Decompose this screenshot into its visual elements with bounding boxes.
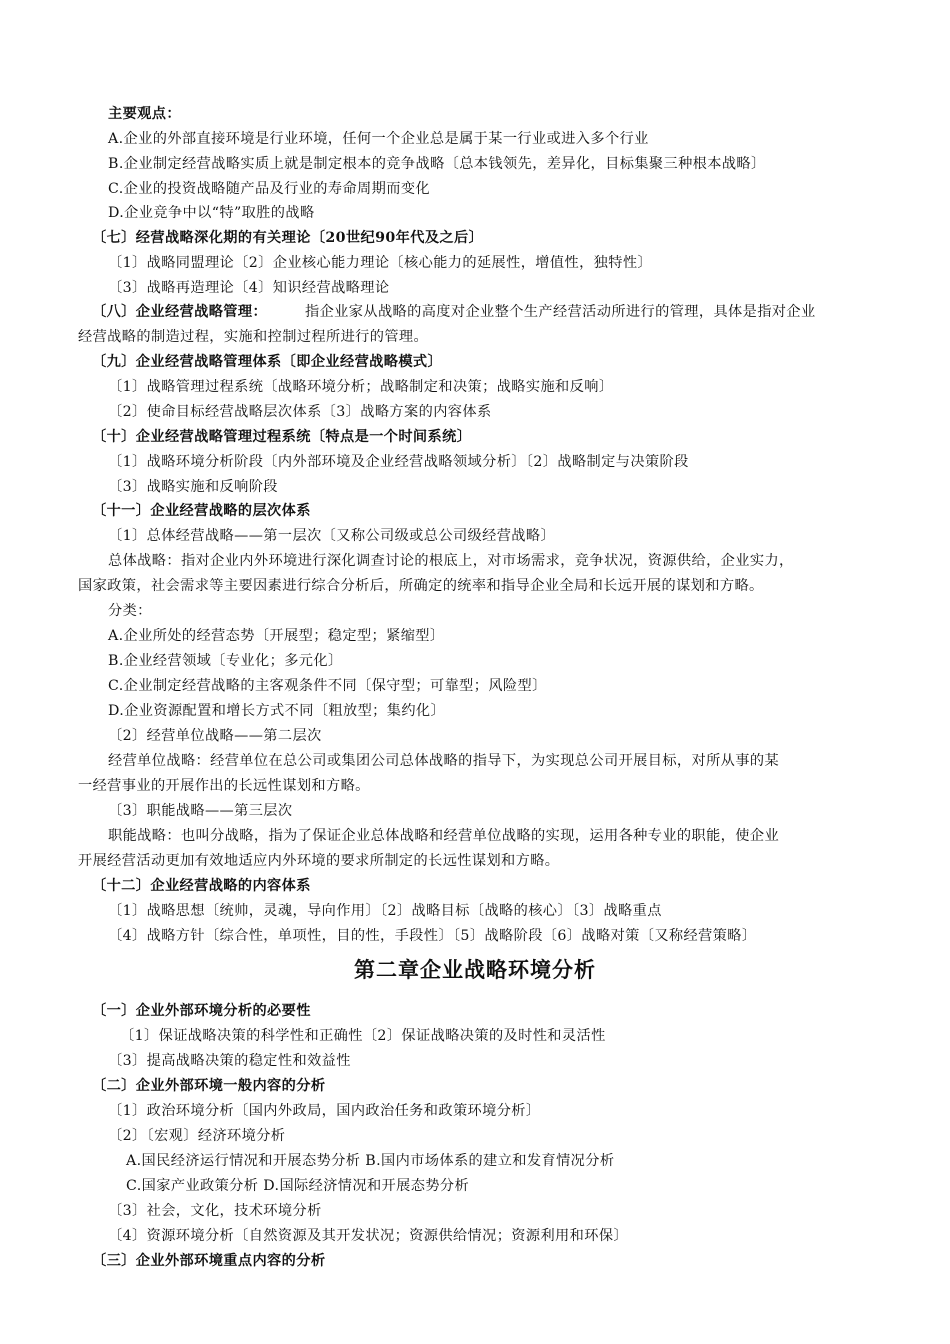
text-line: C.企业制定经营战略的主客观条件不同〔保守型；可靠型；风险型〕 xyxy=(108,678,547,694)
text-line: 〔2〕〔宏观〕经济环境分析 xyxy=(108,1128,286,1144)
section-heading: 〔八〕企业经营战略管理： xyxy=(92,304,268,320)
section-heading: 〔二〕企业外部环境一般内容的分析 xyxy=(92,1078,326,1094)
text-line: 〔2〕使命目标经营战略层次体系〔3〕战略方案的内容体系 xyxy=(108,404,492,420)
text-line: 国家政策，社会需求等主要因素进行综合分析后，所确定的统率和指导企业全局和长远开展的谋划和方略。 xyxy=(78,578,764,594)
text-line: A.国民经济运行情况和开展态势分析 B.国内市场体系的建立和发育情况分析 xyxy=(126,1153,615,1169)
text-line: 经营单位战略：经营单位在总公司或集团公司总体战略的指导下，为实现总公司开展目标，对所从事的某 xyxy=(108,753,780,769)
text-line: 〔4〕战略方针〔综合性，单项性，目的性，手段性〕〔5〕战略阶段〔6〕战略对策〔又称经营策略〕 xyxy=(108,928,757,944)
text-line: 指企业家从战略的高度对企业整个生产经营活动所进行的管理，具体是指对企业 xyxy=(305,304,816,320)
text-line: 〔3〕战略再造理论〔4〕知识经营战略理论 xyxy=(108,280,390,296)
text-line: 〔1〕战略管理过程系统〔战略环境分析；战略制定和决策；战略实施和反响〕 xyxy=(108,379,614,395)
text-line: 〔3〕社会，文化，技术环境分析 xyxy=(108,1203,322,1219)
section-heading: 〔一〕企业外部环境分析的必要性 xyxy=(92,1003,311,1019)
section-heading: 〔十一〕企业经营战略的层次体系 xyxy=(92,503,311,519)
text-line: 〔1〕保证战略决策的科学性和正确性〔2〕保证战略决策的及时性和灵活性 xyxy=(120,1028,606,1044)
section-heading: 〔三〕企业外部环境重点内容的分析 xyxy=(92,1253,326,1269)
text-line: C.国家产业政策分析 D.国际经济情况和开展态势分析 xyxy=(126,1178,470,1194)
text-line: 总体战略：指对企业内外环境进行深化调查讨论的根底上，对市场需求，竞争状况，资源供给，企业实力， xyxy=(108,553,794,569)
text-line: 〔1〕战略思想〔统帅，灵魂，导向作用〕〔2〕战略目标〔战略的核心〕〔3〕战略重点 xyxy=(108,903,662,919)
text-line: 〔2〕经营单位战略——第二层次 xyxy=(108,728,322,744)
text-line: 〔1〕总体经营战略——第一层次〔又称公司级或总公司级经营战略〕 xyxy=(108,528,556,544)
section-heading: 〔十〕企业经营战略管理过程系统〔特点是一个时间系统〕 xyxy=(92,429,472,445)
text-line: 〔1〕战略同盟理论〔2〕企业核心能力理论〔核心能力的延展性，增值性，独特性〕 xyxy=(108,255,653,271)
section-heading: 〔九〕企业经营战略管理体系〔即企业经营战略模式〕 xyxy=(92,354,443,370)
text-line: 〔4〕资源环境分析〔自然资源及其开发状况；资源供给情况；资源利用和环保〕 xyxy=(108,1228,628,1244)
text-line: 〔1〕战略环境分析阶段〔内外部环境及企业经营战略领域分析〕〔2〕战略制定与决策阶段 xyxy=(108,454,689,470)
section-heading: 〔七〕经营战略深化期的有关理论〔20世纪90年代及之后〕 xyxy=(92,230,484,246)
text-line: 〔1〕政治环境分析〔国内外政局，国内政治任务和政策环境分析〕 xyxy=(108,1103,541,1119)
text-line: C.企业的投资战略随产品及行业的寿命周期而变化 xyxy=(108,181,430,197)
section-heading: 主要观点： xyxy=(108,106,181,122)
text-line: D.企业竞争中以“特”取胜的战略 xyxy=(108,205,315,221)
text-line: 一经营事业的开展作出的长远性谋划和方略。 xyxy=(78,778,370,794)
text-line: D.企业资源配置和增长方式不同〔粗放型；集约化〕 xyxy=(108,703,446,719)
text-line: 开展经营活动更加有效地适应内外环境的要求所制定的长远性谋划和方略。 xyxy=(78,853,560,869)
text-line: 分类： xyxy=(108,603,152,619)
section-heading: 〔十二〕企业经营战略的内容体系 xyxy=(92,878,311,894)
text-line: 〔3〕职能战略——第三层次 xyxy=(108,803,293,819)
text-line: 〔3〕提高战略决策的稳定性和效益性 xyxy=(108,1053,351,1069)
chapter-title: 第二章企业战略环境分析 xyxy=(354,957,596,982)
text-line: B.企业经营领域〔专业化；多元化〕 xyxy=(108,653,343,669)
text-line: 经营战略的制造过程，实施和控制过程所进行的管理。 xyxy=(78,329,429,345)
text-line: A.企业所处的经营态势〔开展型；稳定型；紧缩型〕 xyxy=(108,628,445,644)
text-line: 职能战略：也叫分战略，指为了保证企业总体战略和经营单位战略的实现，运用各种专业的职能，使企业 xyxy=(108,828,780,844)
text-line: A.企业的外部直接环境是行业环境，任何一个企业总是属于某一行业或进入多个行业 xyxy=(108,131,649,147)
text-line: 〔3〕战略实施和反响阶段 xyxy=(108,479,278,495)
text-line: B.企业制定经营战略实质上就是制定根本的竞争战略〔总本钱领先，差异化，目标集聚三种根本战略〕 xyxy=(108,156,766,172)
